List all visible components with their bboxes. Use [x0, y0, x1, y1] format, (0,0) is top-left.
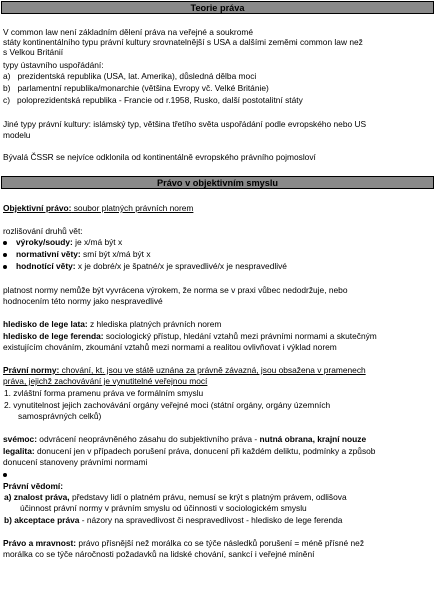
text-line: donucení stanoveny právními normami [3, 457, 148, 467]
definition: právo přísnější než morálka co se týče následků porušení = méně přísné než [76, 538, 365, 548]
text-line: státy kontinentálního typu právní kultury srovnatelnější s USA a dalšími zeměmi common law než [3, 37, 363, 47]
text-line: hodnocením této normy jako nespravedlivé [3, 296, 163, 306]
term: legalita: [3, 446, 35, 456]
definition: x je dobré/x je špatné/x je spravedlivé/x je nespravedlivé [75, 261, 287, 271]
numbered-item: 2. vynutitelnost jejich zachovávání orgány veřejné moci (státní orgány, orgány územních [4, 400, 331, 410]
text-line: rozlišování druhů vět: [3, 226, 83, 236]
definition: sociologický přístup, hledání vztahů mezi právními normami a skutečným [103, 331, 377, 341]
pravo-a-mravnost-line [3, 539, 364, 548]
definition: soubor platných právních norem [71, 203, 194, 213]
list-marker: a) [3, 71, 11, 81]
term: Právní normy: [3, 365, 60, 375]
list-text: poloprezidentská republika - Francie od r.1958, Rusko, další postotalitní státy [16, 95, 303, 105]
definition: odvrácení neoprávněného zásahu do subjektivního práva - [36, 434, 260, 444]
term: Právo a mravnost: [3, 538, 77, 548]
term: a) znalost práva, [4, 492, 70, 502]
text-line: typy ústavního uspořádání: [3, 60, 104, 70]
text-line: V common law není základním dělení práva na veřejné a soukromé [3, 27, 253, 37]
svemoc-line [3, 435, 366, 444]
section-title-objektivni: Právo v objektivním smyslu [1, 176, 434, 189]
term: hodnotící věty: [16, 261, 76, 271]
list-item [16, 238, 122, 247]
objektivni-pravo-line [3, 204, 193, 213]
term: normativní věty: [16, 249, 81, 259]
list-item [16, 250, 151, 259]
text-line: s Velkou Británií [3, 47, 64, 57]
text-line: modelu [3, 130, 31, 140]
bullet-icon [3, 241, 7, 245]
list-item [4, 516, 342, 525]
definition: - názory na spravedlivost či nespravedlivost - hledisko de lege ferenda [79, 515, 343, 525]
term: b) akceptace práva [4, 515, 80, 525]
definition: chování, kt. jsou ve státě uznána za právně závazná, jsou obsažena v pramenech [59, 365, 366, 375]
emphasis: nutná obrana, krajní nouze [259, 434, 367, 444]
list-text: parlamentní republika/monarchie (většina Evropy vč. Velké Británie) [17, 83, 269, 93]
de-lege-lata-line [3, 320, 221, 329]
list-marker: b) [3, 83, 11, 93]
text-line: existujícím chováním, zkoumání vztahů mezi normami a realitou ovlivňovat i výklad norem [3, 342, 337, 352]
term: Objektivní právo: [3, 203, 72, 213]
pravni-vedomi-heading: Právní vědomí: [3, 481, 64, 491]
term: hledisko de lege ferenda: [3, 331, 104, 341]
definition: smí být x/má být x [80, 249, 151, 259]
definition: představy lidí o platném právu, nemusí se krýt s platným právem, odlišova [69, 492, 347, 502]
bullet-icon [3, 473, 7, 477]
list-item [3, 96, 303, 105]
text-line: samosprávných celků) [18, 411, 102, 421]
bullet-icon [3, 253, 7, 257]
list-marker: c) [3, 95, 10, 105]
definition: je x/má být x [72, 237, 123, 247]
pravni-normy-line [3, 366, 366, 375]
definition: z hlediska platných právních norem [87, 319, 222, 329]
de-lege-ferenda-line [3, 332, 377, 341]
legalita-line [3, 447, 375, 456]
text-line: platnost normy nemůže být vyvrácena výrokem, že norma se v praxi vůbec nedodržuje, nebo [3, 285, 348, 295]
text-line: morálka co se týče náročnosti požadavků na lidské chování, sankcí i veřejné mínění [3, 549, 315, 559]
term: výroky/soudy: [16, 237, 73, 247]
text-line: Jiné typy právní kultury: islámský typ, většina třetího světa uspořádání podle evropského nebo US [3, 119, 367, 129]
text-line: práva, jejichž zachovávání je vynutitelné veřejnou mocí [3, 376, 208, 386]
numbered-item: 1. zvláštní forma pramenu práva ve formálním smyslu [4, 388, 204, 398]
list-item [4, 493, 347, 502]
section-title-teorie: Teorie práva [1, 1, 434, 14]
text-line: účinnost právní normy v právním smyslu od účinnosti v sociologickém smyslu [20, 503, 307, 513]
text-line: Bývalá ČSSR se nejvíce odklonila od kontinentálně evropského právního pojmosloví [3, 152, 316, 162]
list-text: prezidentská republika (USA, lat. Amerika), důsledná dělba moci [17, 71, 257, 81]
definition: donucení jen v případech porušení práva, donucení při každém deliktu, podmínky a způsob [34, 446, 376, 456]
bullet-icon [3, 265, 7, 269]
list-item [3, 72, 256, 81]
term: svémoc: [3, 434, 37, 444]
list-item [16, 262, 287, 271]
term: hledisko de lege lata: [3, 319, 88, 329]
list-item [3, 84, 269, 93]
